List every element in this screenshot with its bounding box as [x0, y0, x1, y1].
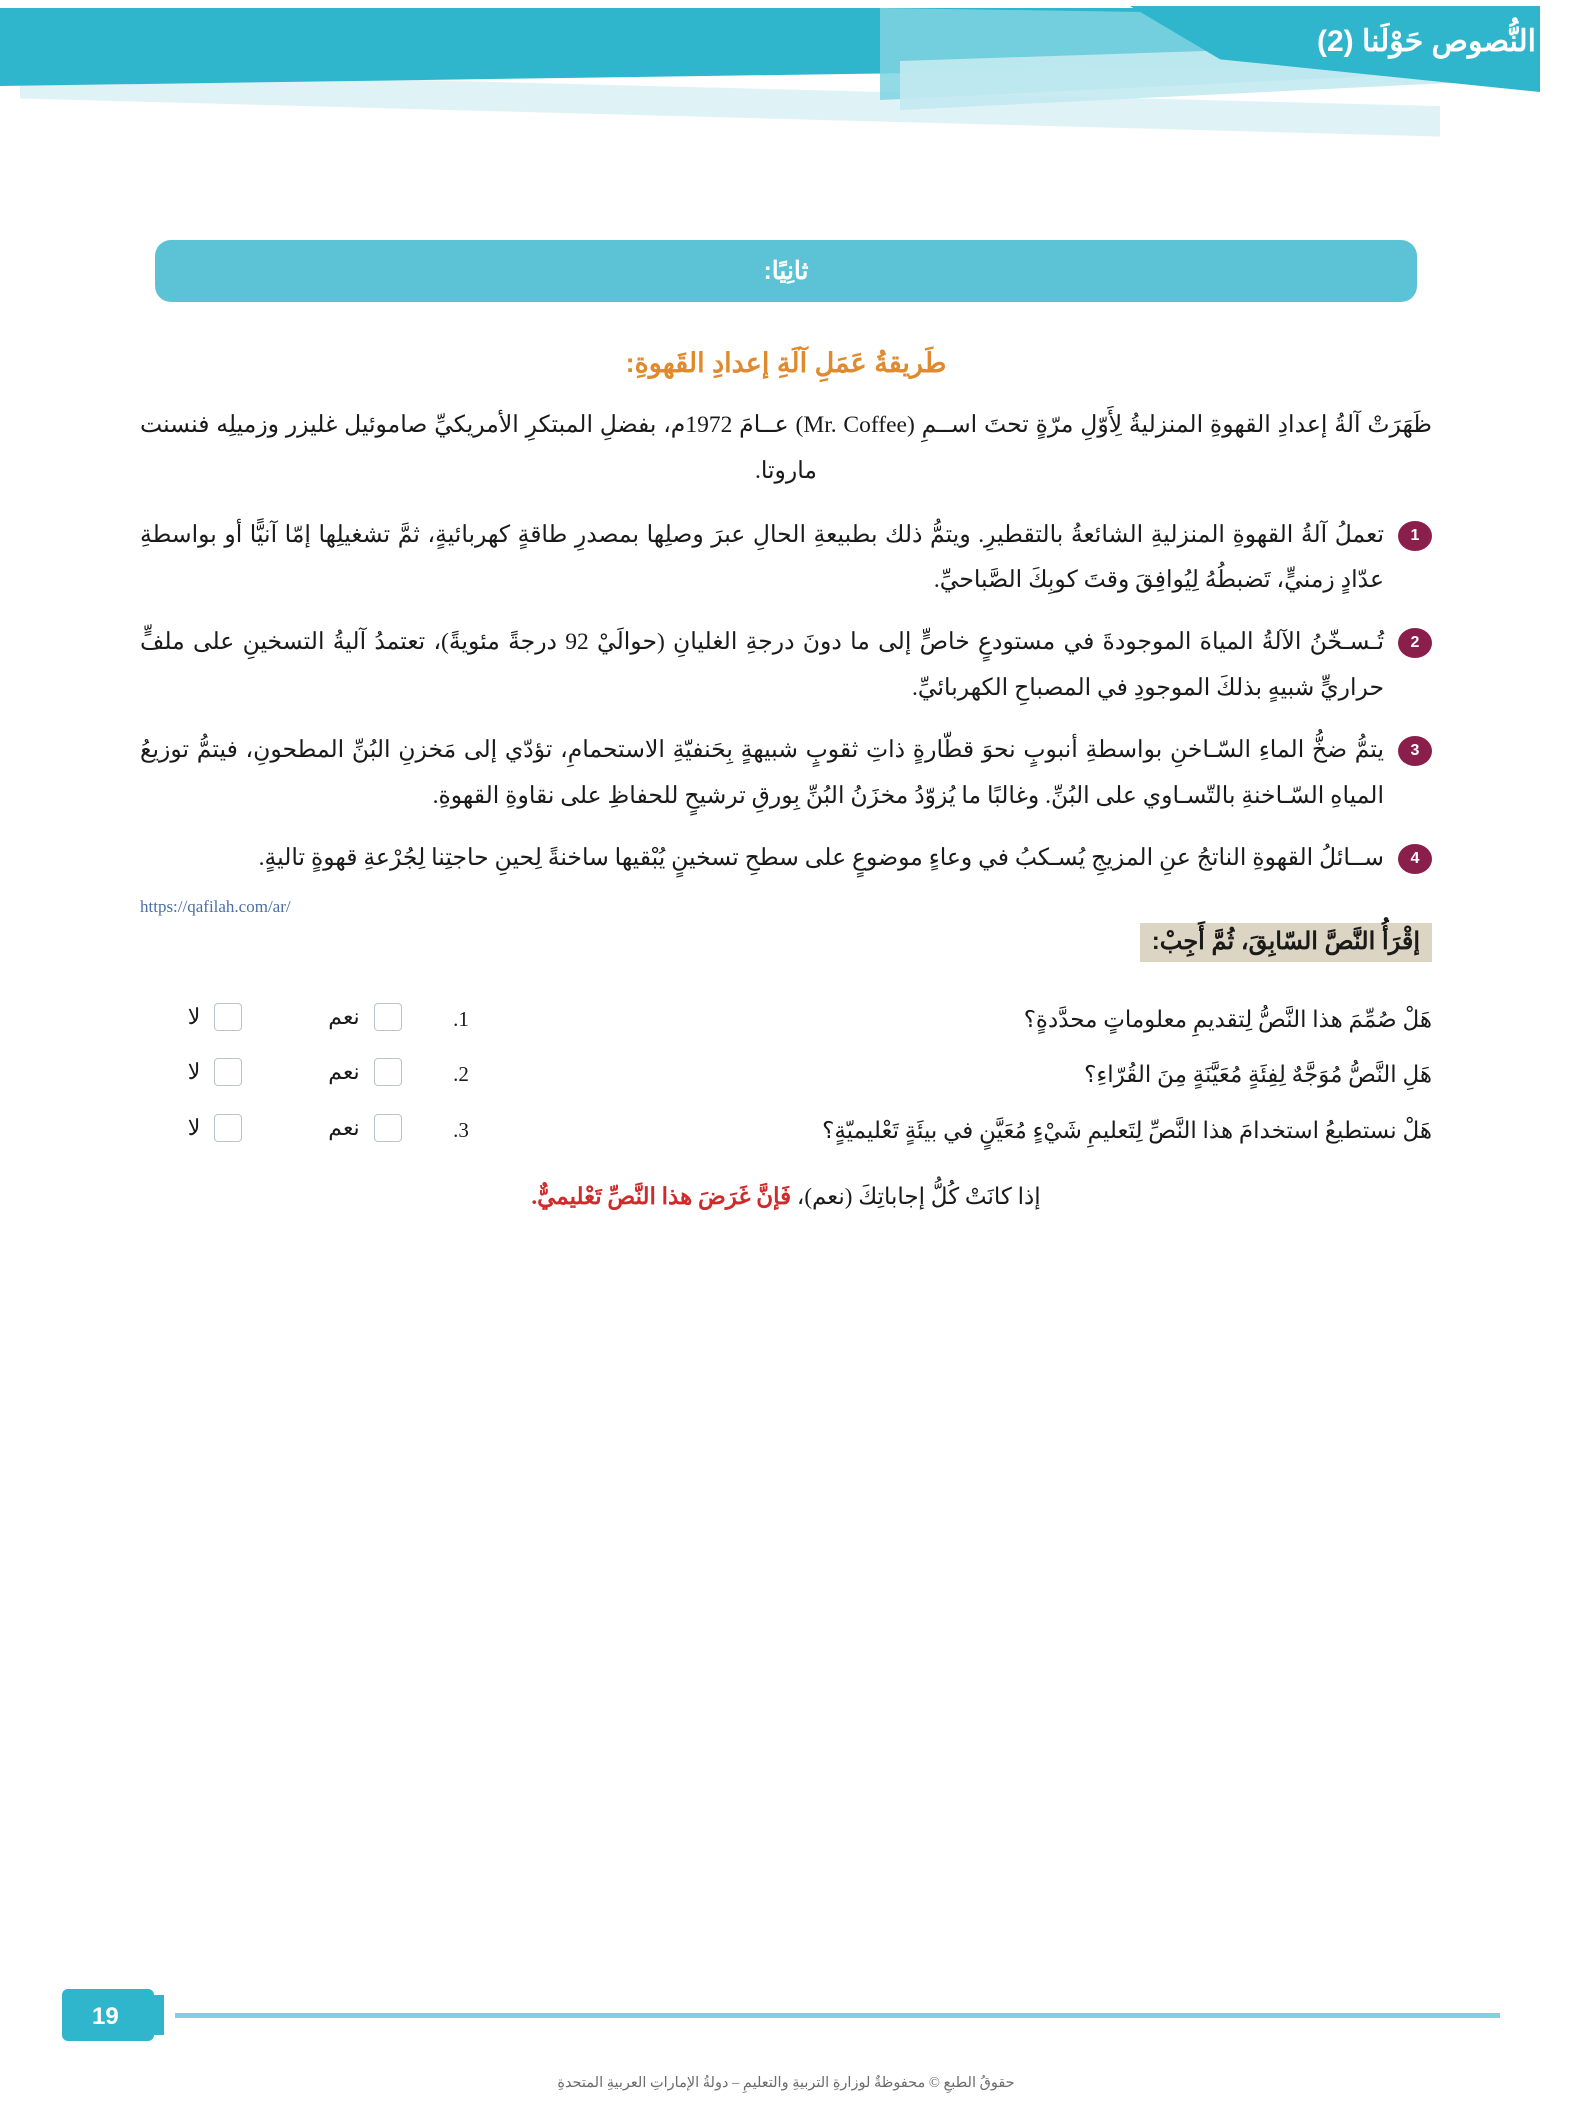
question-index: .1 [453, 1007, 469, 1032]
question-text: هَلِ النَّصُّ مُوَجَّهٌ لِفِئَةٍ مُعَيَّنَةٍ مِنَ القُرّاءِ؟ [1084, 1062, 1432, 1088]
option-no[interactable] [188, 1003, 243, 1031]
page-footer [0, 1975, 1572, 2125]
step-number-badge: 4 [1398, 844, 1432, 874]
option-yes-cell [290, 1103, 440, 1158]
question-index: .3 [453, 1117, 469, 1142]
section-subtitle: طَريقةُ عَمَلِ آلَةِ إعدادِ القَهوةِ: [625, 348, 947, 378]
questions-table [140, 992, 1432, 1157]
list-item [140, 728, 1432, 820]
table-row [140, 1103, 1432, 1158]
questions-heading: إقْرَأُ النَّصَّ السّابِقَ، ثُمَّ أَجِبْ: [1140, 923, 1432, 962]
option-no-cell [140, 1047, 290, 1102]
option-no-label: لا [187, 1114, 201, 1140]
step-text: تُـسـخّنُ الآلةُ المياهَ الموجودةَ في مستودعٍ خاصٍّ إلى ما دونَ درجةِ الغليانِ (حوالَيْ 92 درجةً مئويةً)، تعتمدُ آليةُ التسخينِ على ملفٍّ حراريٍّ شبيهٍ بذلكَ الموجودِ في المصباحِ الكهربائيِّ. [140, 629, 1384, 702]
steps-list [140, 513, 1432, 882]
checkbox-yes[interactable] [374, 1058, 402, 1086]
question-index: .2 [453, 1062, 469, 1087]
option-yes-cell [290, 1047, 440, 1102]
intro-part-2: ) عــامَ 1972م، بفضلِ المبتكرِ الأمريكيِّ صاموئيل غليزر وزميلِه فنسنت ماروتا. [140, 412, 818, 484]
option-yes[interactable] [328, 1058, 401, 1086]
option-no[interactable] [188, 1114, 243, 1142]
copyright-note: حقوقُ الطبعِ © محفوظةٌ لوزارةِ التربيةِ والتعليمِ – دولةُ الإماراتِ العربيةِ المتحدةِ [557, 2075, 1015, 2091]
footer-divider [175, 2013, 1500, 2018]
option-yes[interactable] [328, 1114, 401, 1142]
product-name: Mr. Coffee [803, 412, 907, 438]
option-yes-label: نعم [328, 1114, 360, 1140]
question-text: هَلْ نستطيعُ استخدامَ هذا النَّصِّ لِتَعليمِ شَيْءٍ مُعَيَّنٍ في بيئَةٍ تَعْليميّةٍ؟ [822, 1117, 1432, 1143]
question-text: هَلْ صُمِّمَ هذا النَّصُّ لِتقديمِ معلوماتٍ محدَّدةٍ؟ [1023, 1007, 1432, 1033]
page-title: النُّصوص حَوْلَنا (2) [1316, 25, 1536, 58]
option-yes[interactable] [328, 1003, 401, 1031]
step-number-badge: 3 [1398, 736, 1432, 766]
checkbox-no[interactable] [214, 1003, 242, 1031]
option-no-cell [140, 1103, 290, 1158]
intro-paragraph [140, 403, 1432, 495]
option-no-label: لا [187, 1059, 201, 1085]
option-yes-cell [290, 992, 440, 1047]
conclusion-plain: إذا كانَتْ كُلُّ إجاباتِكَ (نعم)، [796, 1183, 1041, 1209]
page-body [0, 180, 1572, 1210]
list-item [140, 620, 1432, 712]
intro-part-1: ظَهَرَتْ آلةُ إعدادِ القهوةِ المنزليةُ لِأَوّلِ مرّةٍ تحتَ اســمِ ( [906, 412, 1432, 438]
step-text: يتمُّ ضخُّ الماءِ السّـاخنِ بواسطةِ أنبوبٍ نحوَ قطّارةٍ ذاتِ ثقوبٍ شبيهةٍ بِحَنفيّةِ الاستحمامِ، تؤدّي إلى مَخزنِ البُنِّ المطحونِ، فيتمُّ توزيعُ المياهِ السّـاخنةِ بالتّسـاوي على البُنِّ. وغالبًا ما يُزوّدُ مخزَنُ البُنِّ بِورقِ ترشيحٍ للحفاظِ على نقاوةِ القهوةِ. [140, 736, 1384, 809]
conclusion-highlight: فَإنَّ غَرَضَ هذا النَّصِّ تَعْليميٌّ. [531, 1183, 792, 1209]
section-bar-label: ثانِيًا: [763, 257, 809, 285]
step-text: ســائلُ القهوةِ الناتجُ عنِ المزيجِ يُسـكبُ في وعاءٍ موضوعٍ على سطحِ تسخينٍ يُبْقيها ساخنةً لِحينِ حاجتِنا لِجُرْعةِ قهوةٍ تاليةٍ. [258, 844, 1384, 871]
option-no-label: لا [187, 1004, 201, 1030]
step-number-badge: 2 [1398, 628, 1432, 658]
table-row [140, 992, 1432, 1047]
page-number-tab-accent [150, 1995, 164, 2035]
checkbox-no[interactable] [214, 1058, 242, 1086]
option-no-cell [140, 992, 290, 1047]
questions-heading-wrap [140, 923, 1432, 962]
page-number: 19 [92, 2003, 119, 2030]
conclusion-line [140, 1184, 1432, 1210]
checkbox-yes[interactable] [374, 1114, 402, 1142]
checkbox-yes[interactable] [374, 1003, 402, 1031]
page-header [0, 0, 1572, 180]
section-bar [155, 240, 1417, 302]
checkbox-no[interactable] [214, 1114, 242, 1142]
source-link[interactable]: https://qafilah.com/ar/ [140, 897, 291, 917]
option-yes-label: نعم [328, 1004, 360, 1030]
step-text: تعملُ آلةُ القهوةِ المنزليةِ الشائعةُ بالتقطيرِ. ويتمُّ ذلك بطبيعةِ الحالِ عبرَ وصلِها بمصدرِ طاقةٍ كهربائيةٍ، ثمَّ تشغيلِها إمّا آنيًّا أو بواسطةِ عدّادٍ زمنيٍّ، تَضبطُهُ لِيُوافِقَ وقتَ كوبِكَ الصَّباحيِّ. [140, 521, 1384, 594]
list-item [140, 513, 1432, 605]
table-row [140, 1047, 1432, 1102]
option-no[interactable] [188, 1058, 243, 1086]
list-item [140, 836, 1432, 882]
step-number-badge: 1 [1398, 521, 1432, 551]
option-yes-label: نعم [328, 1059, 360, 1085]
